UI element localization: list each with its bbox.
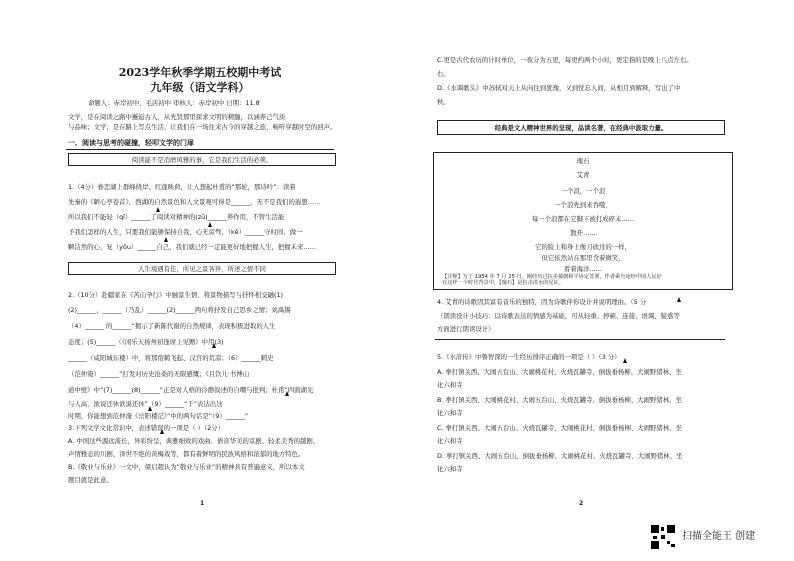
qr-code-icon bbox=[651, 525, 675, 549]
poem-line: 看着海洋…… bbox=[563, 265, 603, 273]
q4-line: 方面进行朗读设计） bbox=[437, 325, 495, 333]
q3-stem: 3.下列文学文化常识中，表述错误的一项是（ ）（2分） bbox=[68, 424, 224, 432]
q5-option-b: 化六和寺 bbox=[437, 409, 463, 417]
answer-marker bbox=[623, 358, 627, 363]
poem-line: 散开…… bbox=[570, 229, 596, 237]
poem-line: 一个浪，一个浪 bbox=[560, 187, 606, 195]
page-number: 1 bbox=[200, 500, 205, 507]
q5-option-c: 化六和寺 bbox=[437, 437, 463, 445]
q1-line: 先秦的《陋心亭卷首》，西湖的自然景色和人文景观可得是______，无不是我们的遐想…… bbox=[68, 198, 321, 206]
q5-option-b: B. 拳打镇关西、大闹桃花村、大闹五台山、火烧瓦罐寺、倒拔垂杨柳、大闹野猪林、坐 bbox=[437, 396, 682, 404]
q2-line: 时期，你能想到范仲淹《岳阳楼记》”中的两句话是“（9）______” bbox=[68, 412, 249, 420]
q3-option-d: 秋。 bbox=[437, 98, 450, 106]
q3-option-a: A. 中国这些源远流长，异彩纷呈，典雅细致的戏曲、倩音华美的京剧、轻柔美秀的越剧、 bbox=[68, 437, 320, 445]
q5-stem: 5.《水浒传》中鲁智深的一生经历排序正确的一项是（ ）（3 分） bbox=[437, 353, 621, 361]
q2-line: （4）______ 的______“揭示了新陈代谢的自然规律，表现积极进取的人生 bbox=[68, 322, 276, 330]
q3-option-d: D.《水调歌头》中苏轼对天上从向往到犹豫，又到恍忘人间，从相月到解释，写出了中 bbox=[437, 84, 681, 92]
poem-box bbox=[433, 152, 733, 290]
q2-line: 2.（10分）赴疆家在《苦山孕行》中触景生情，将景物描写与抒怀相交融(1) bbox=[68, 291, 283, 299]
q2-line: （范仲淹）______”打发对历史沧桑的无限感慨；《且饮儿·书博山 bbox=[68, 370, 250, 378]
intro-line: 与品味；文学，是在路上写点生活，让我们在一场往来古今的穿越之旅，畅听穿越时空的回声。 bbox=[68, 123, 337, 131]
answer-marker bbox=[160, 429, 164, 434]
section-divider bbox=[66, 149, 334, 150]
poem-line: 但它依然站在那里含着微笑， bbox=[541, 254, 625, 262]
q3-option-b: B.《敬业与乐业》一文中，梁启超认为“敬业与乐业”的精神具有普遍意义，所以本文 bbox=[68, 463, 305, 471]
q3-option-a: 声情雅态的川剧、泽世不绝的黄梅戏等，都有着鲜明的民族风格和浓郁的地方特色。 bbox=[68, 450, 305, 458]
poem-line: 每一个浪都在它脚下被打成碎末…… bbox=[531, 215, 635, 223]
q2-line: 与人高，欲说还休欲说还休”（9）______“千”表达出这 bbox=[68, 400, 223, 408]
intro-line: 文学，是在阅读之路中邂逅古人，从先贤那里探求文明的精髓，以涵养己气质 bbox=[68, 113, 286, 121]
q5-option-d: D. 拳打镇关西、大闹五台山、倒拔垂杨柳、大闹桃花村、火烧瓦罐寺、大闹野猪林、坐 bbox=[437, 452, 683, 460]
q3-option-c: 右。 bbox=[437, 70, 450, 78]
q4-line: 4. 艾青的诗歌因其富有音乐的独特，因为诗歌伴你设计并说明理由。（5 分 bbox=[437, 298, 647, 306]
q3-option-b: 题目就是此意。 bbox=[68, 476, 113, 484]
q5-option-a: A. 拳打镇关西、大闹五台山、大闹桃花村、火烧瓦罐寺、倒拔垂杨柳、大闹野猪林、坐 bbox=[437, 368, 682, 376]
q2-line: 态度；(5)______（《闲乐天扬州初逢席上见赠》中用(3) bbox=[68, 338, 224, 346]
poem-title: 瑰石 bbox=[576, 157, 590, 165]
quote-banner-text: 阅读能不是消磨风雅的事，它是我们生活的必须。 bbox=[131, 155, 273, 164]
answer-marker bbox=[164, 237, 168, 242]
answer-marker bbox=[212, 343, 216, 348]
quote-banner-text: 经典是文人精神世界的呈现，品读名著，在经典中汲取力量。 bbox=[494, 123, 668, 132]
section-heading: 一、阅读与思考的碰撞，轻叩文学的门扉 bbox=[68, 139, 194, 147]
answer-marker bbox=[285, 391, 289, 396]
page-number: 2 bbox=[579, 500, 584, 507]
quote-banner bbox=[68, 262, 336, 275]
poem-note: 【注释】写于 1954 年 7 月 25 日，刚经历过抗美援朝和平协定签署，作者乘舟途经中国人民好 bbox=[442, 274, 662, 280]
q2-line: ______（咸阳城东楼）中，将那宿鹤飞起、汉宫的荒凉；（6）______刺史 bbox=[68, 354, 274, 362]
exam-subtitle: 九年级（语文学科） bbox=[150, 81, 250, 94]
q4-line: （朗读设计小技巧：以诗歌表达的情感为基础，可从轻重、停顿、连接、语调、疑惑等 bbox=[437, 312, 680, 320]
exam-title: 2023学年秋季学期五校期中考试 bbox=[118, 66, 282, 79]
exam-page-right bbox=[397, 0, 794, 561]
poem-author: 艾青 bbox=[576, 171, 590, 179]
quote-banner bbox=[68, 153, 336, 166]
poem-line: 一个浪先到来吞噬， bbox=[554, 201, 612, 209]
scanner-watermark: 扫描全能王 创建 bbox=[682, 531, 756, 542]
q5-option-a: 化六和寺 bbox=[437, 381, 463, 389]
q1-line: 颗洁然的心，复（yǒu）______自己，我们就已经一定能更好地把握人生，把握未来…… bbox=[68, 243, 317, 251]
q5-option-c: C. 拳打镇关西、大闹五台山、火烧瓦罐寺、大闹桃花村、倒拔垂杨柳、大闹野猪林、坐 bbox=[437, 424, 682, 432]
q1-line: 所以我们不能轻（qǐ）______了阅读对精神的(zū)______养作用，不管生活能 bbox=[68, 213, 285, 221]
answer-marker bbox=[148, 406, 152, 411]
q5-option-d: 化六和寺 bbox=[437, 465, 463, 473]
q2-line: 道中壁》中“(7)______(8)______”正是对人格的冷静叙述的自嘲与批判；杜甫“四面湖光 bbox=[68, 386, 314, 394]
answer-line bbox=[435, 339, 725, 340]
answer-marker bbox=[677, 297, 681, 302]
quote-banner bbox=[437, 120, 725, 135]
answer-marker bbox=[208, 222, 212, 227]
answer-marker bbox=[156, 207, 160, 212]
q1-line: 1.（4分）眷恋湖上群峰绕岸、红莲映荷，让人想起杜甫的“那轮，那诗吟”：读着 bbox=[68, 183, 296, 191]
quote-banner-text: 人生境遇有佳，所见之景各异，所述之情不同 bbox=[138, 264, 266, 273]
poem-note: 在这样一个时代背景中，【瑰石】是抗击洪水的见证。 bbox=[442, 280, 564, 286]
q3-option-c: C.更是古代农历的计时单位，一夜分为五更，每更约两个小时，更定指的是晚上八点左右。 bbox=[437, 56, 693, 64]
q1-line: 予我们怎样的人生，只要我们能够保持自我，心无旁骛，（kē）______守时间，做一 bbox=[68, 228, 303, 236]
poem-line: 它的脸上和身上像刀砍过的一样， bbox=[535, 243, 631, 251]
q2-line: (2)______，______（乃乱）______(2)______两句将抒发自己思乡之情；刘禹锡 bbox=[68, 306, 291, 314]
exam-meta: 命题人：赤岸初中、毛店初中 审核人：赤岸初中 日期：11.8 bbox=[88, 99, 260, 107]
